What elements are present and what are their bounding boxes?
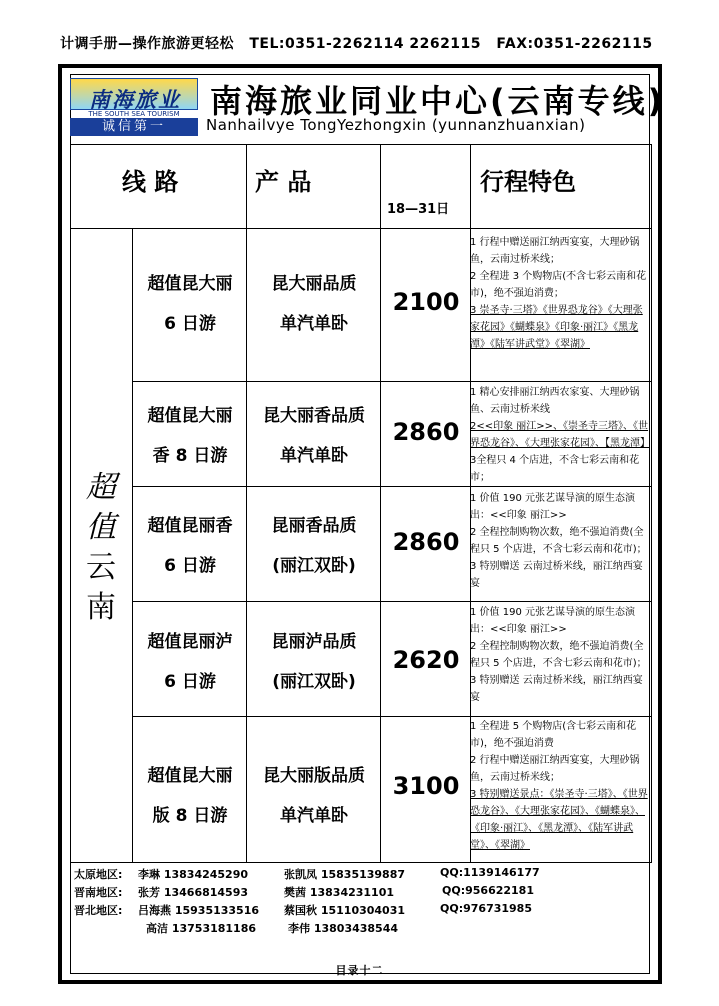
feature-item: 3全程只 4 个店进，不含七彩云南和花市； (470, 455, 640, 483)
route-name (134, 396, 246, 476)
route-price: 2860 (392, 418, 460, 446)
feature-item: 3 特别赠送景点：《崇圣寺·三塔》、《世界恐龙谷》、《大理张家花园》、《蝴蝶泉》、《印象·丽江》、《黑龙潭》、《陆军讲武堂》、《翠湖》 (470, 789, 648, 851)
logo-banner (70, 78, 198, 110)
feature-item: 1 价值 190 元张艺谋导演的原生态演出：<<印象 丽江>> (470, 607, 635, 635)
contact-row (74, 866, 650, 883)
route-name-line: 超值昆丽泸 (147, 632, 233, 652)
table-header-divider (70, 228, 652, 229)
page-subtitle: Nanhailvye TongYezhongxin (yunnanzhuanxian) (206, 116, 586, 134)
logo-name: 南海旅业 (89, 88, 181, 112)
feature-item: 2 行程中赠送丽江纳西宴宴，大理砂锅鱼，云南过桥米线； (470, 755, 640, 783)
route-name-line: 香 8 日游 (152, 446, 228, 466)
col-divider (246, 144, 247, 862)
contact-region: 晋北地区: (74, 904, 123, 917)
page-title: 南海旅业同业中心(云南专线) (210, 82, 666, 120)
row-divider (132, 381, 652, 382)
route-name-line: 6 日游 (164, 672, 216, 692)
feature-item: 1 全程进 5 个购物店(含七彩云南和花市)，绝不强迫消费 (470, 721, 637, 749)
route-name (134, 264, 246, 344)
header-route: 线 路 (122, 168, 179, 196)
logo-slogan: 诚信第一 (70, 118, 198, 136)
route-name-line: 超值昆大丽 (147, 766, 233, 786)
product-line: 单汽单卧 (280, 806, 348, 826)
route-features (470, 604, 652, 714)
product-line: 昆大丽品质 (271, 274, 357, 294)
feature-item: 3 特别赠送 云南过桥米线，丽江纳西宴宴 (470, 561, 643, 589)
header-features: 行程特色 (480, 168, 576, 196)
feature-item: 2 全程控制购物次数，绝不强迫消费(全程只 5 个店进，不含七彩云南和花市)； (470, 527, 647, 555)
col-divider (380, 144, 381, 862)
category-char: 云 (86, 550, 116, 585)
route-name-line: 6 日游 (164, 314, 216, 334)
route-name (134, 622, 246, 702)
contacts-section (70, 862, 652, 936)
feature-item: 1 价值 190 元张艺谋导演的原生态演出：<<印象 丽江>> (470, 493, 635, 521)
feature-item: 1 精心安排丽江纳西农家宴、大理砂锅鱼、云南过桥米线 (470, 387, 640, 415)
route-name-line: 超值昆大丽 (147, 274, 233, 294)
product-line: 昆大丽版品质 (263, 766, 365, 786)
route-name-line: 版 8 日游 (152, 806, 228, 826)
contact-row (74, 884, 650, 901)
product-desc (248, 622, 380, 702)
route-features (470, 718, 652, 860)
product-line: 单汽单卧 (280, 314, 348, 334)
contact-person: 蔡国秋 15110304031 (284, 904, 406, 917)
product-line: 单汽单卧 (280, 446, 348, 466)
product-line: 昆大丽香品质 (263, 406, 365, 426)
contact-qq: QQ:976731985 (440, 902, 532, 915)
header-tel: TEL:0351-2262114 2262115 (249, 36, 482, 52)
feature-item: 2 全程控制购物次数，绝不强迫消费(全程只 5 个店进，不含七彩云南和花市)； (470, 641, 647, 669)
product-line: 昆丽香品质 (271, 516, 357, 536)
route-features (470, 234, 652, 379)
contact-region: 太原地区: (74, 868, 123, 881)
category-char: 值 (86, 510, 116, 545)
contact-person: 樊茜 13834231101 (284, 886, 395, 899)
product-line: (丽江双卧) (272, 672, 356, 692)
feature-item: 1 行程中赠送丽江纳西宴宴，大理砂锅鱼，云南过桥米线； (470, 237, 640, 265)
contact-person: 高洁 13753181186 (146, 922, 257, 935)
row-divider (132, 716, 652, 717)
table-left-border (70, 144, 71, 862)
contact-person: 张芳 13466814593 (138, 886, 249, 899)
route-price: 2620 (392, 646, 460, 674)
contact-region: 晋南地区: (74, 886, 123, 899)
feature-item: 3 特别赠送 云南过桥米线，丽江纳西宴宴 (470, 675, 643, 703)
feature-item: 2 全程进 3 个购物店(不含七彩云南和花市)，绝不强迫消费； (470, 271, 647, 299)
table-top-border (70, 144, 652, 145)
route-features (470, 384, 652, 484)
contact-person: 吕海燕 15935133516 (138, 904, 260, 917)
header-line (60, 33, 660, 53)
contact-row (74, 920, 650, 937)
feature-item: 3 崇圣寺·三塔》《世界恐龙谷》《大理张家花园》《蝴蝶泉》《印象·丽江》《黑龙潭》《陆军讲武堂》《翠湖》 (470, 305, 643, 350)
header-fax: FAX:0351-2262115 (496, 36, 653, 52)
contact-qq: QQ:956622181 (442, 884, 534, 897)
product-line: (丽江双卧) (272, 556, 356, 576)
category-char: 南 (86, 590, 116, 625)
product-desc (248, 506, 380, 586)
header-date: 18—31日 (387, 202, 450, 217)
contact-person: 李伟 13803438544 (288, 922, 399, 935)
product-desc (248, 264, 380, 344)
contact-person: 李琳 13834245290 (138, 868, 249, 881)
route-name (134, 506, 246, 586)
route-name-line: 6 日游 (164, 556, 216, 576)
route-name-line: 超值昆大丽 (147, 406, 233, 426)
page-footer: 目录十二 (335, 964, 384, 977)
company-logo (70, 78, 198, 134)
route-features (470, 490, 652, 598)
contact-qq: QQ:1139146177 (440, 866, 540, 879)
route-price: 2100 (392, 288, 460, 316)
row-divider (132, 486, 652, 487)
contact-row (74, 902, 650, 919)
route-name-line: 超值昆丽香 (147, 516, 233, 536)
contact-person: 张凯凤 15835139887 (284, 868, 406, 881)
category-label (72, 468, 130, 628)
logo-english: THE SOUTH SEA TOURISM (88, 110, 180, 118)
route-price: 3100 (392, 772, 460, 800)
header-slogan: 计调手册—操作旅游更轻松 (60, 36, 234, 52)
product-line: 昆丽泸品质 (271, 632, 357, 652)
header-product: 产 品 (255, 168, 312, 196)
route-price: 2860 (392, 528, 460, 556)
col-divider (132, 228, 133, 862)
category-char: 超 (86, 470, 116, 505)
row-divider (132, 601, 652, 602)
product-desc (248, 756, 380, 836)
product-desc (248, 396, 380, 476)
feature-item: 2<<印象 丽江>>、《崇圣寺三塔》、《世界恐龙谷》、《大理张家花园》、【黑龙潭】 (470, 421, 650, 449)
route-name (134, 756, 246, 836)
